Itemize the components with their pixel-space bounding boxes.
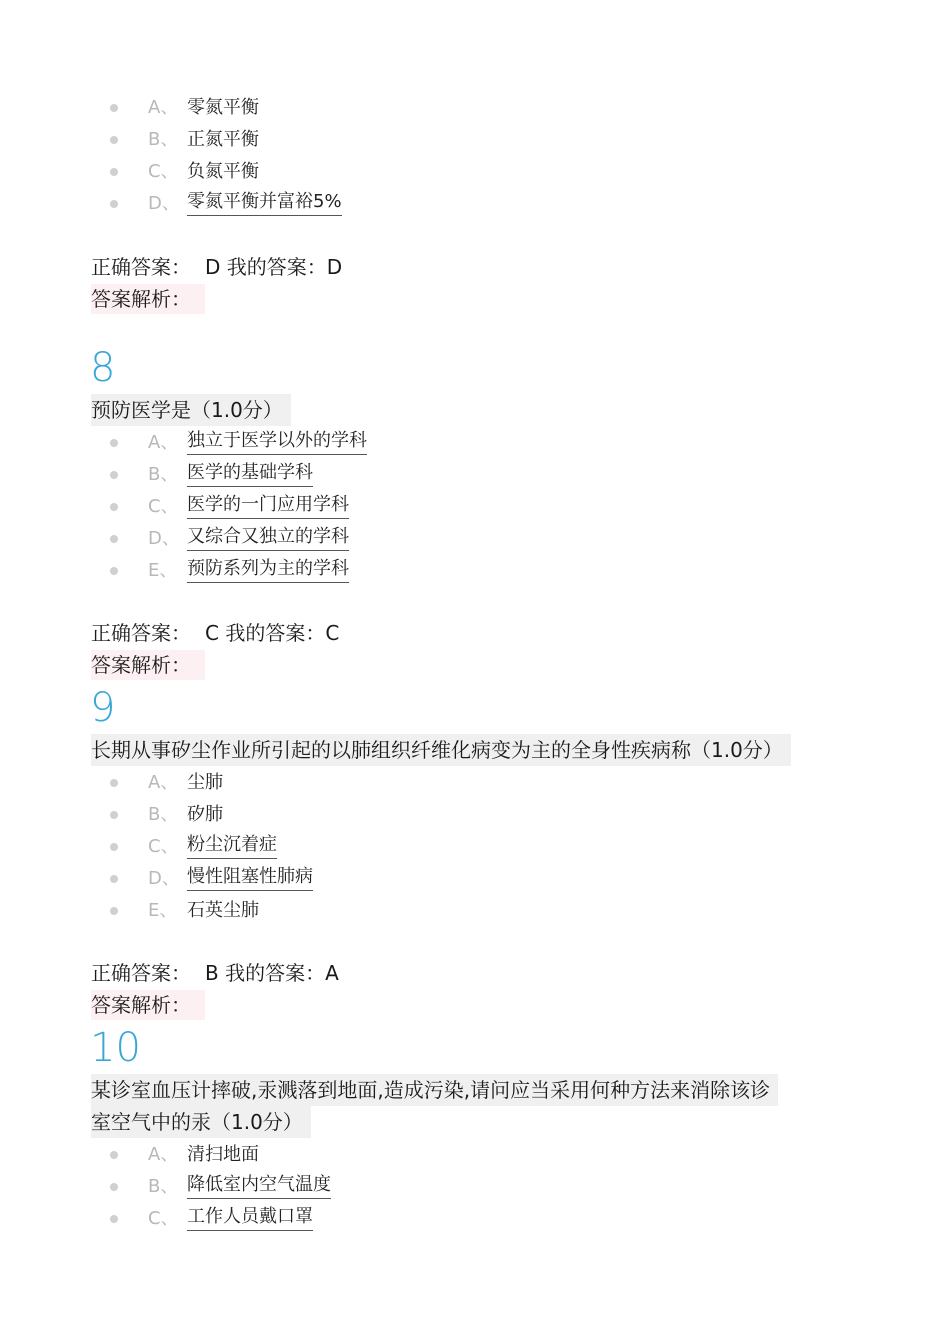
bullet-icon <box>110 843 118 851</box>
my-answer-value: A <box>325 961 339 985</box>
option-item <box>0 1171 950 1203</box>
q8-number: 8 <box>90 345 116 391</box>
option-letter <box>148 895 177 927</box>
option-text: 清扫地面 <box>187 1144 259 1165</box>
option-letter <box>148 1139 178 1171</box>
correct-answer-value: D <box>205 255 221 279</box>
option-text: 降低室内空气温度 <box>187 1172 331 1199</box>
option-item <box>0 799 950 831</box>
option-text: 慢性阻塞性肺病 <box>187 864 313 891</box>
option-letter-value: D <box>148 528 162 549</box>
bullet-icon <box>110 1183 118 1191</box>
bullet-icon <box>110 1215 118 1223</box>
option-letter-value: A <box>148 772 161 793</box>
option-letter <box>148 156 179 188</box>
option-item <box>0 92 950 124</box>
option-letter <box>148 188 180 220</box>
option-separator: 、 <box>159 900 178 921</box>
option-letter <box>148 523 180 555</box>
q7-answer-line <box>91 253 342 281</box>
option-letter-value: D <box>148 868 162 889</box>
option-letter-value: E <box>148 560 160 581</box>
bullet-icon <box>110 439 118 447</box>
option-separator: 、 <box>161 868 180 889</box>
option-letter-value: A <box>148 97 161 118</box>
option-separator: 、 <box>160 1176 179 1197</box>
my-answer-value: C <box>325 621 340 645</box>
option-text: 零氮平衡 <box>187 97 259 118</box>
option-text: 医学的基础学科 <box>187 460 313 487</box>
option-separator: 、 <box>160 129 179 150</box>
option-separator: 、 <box>160 1208 179 1229</box>
option-letter-value: B <box>148 1176 161 1197</box>
option-letter <box>148 799 178 831</box>
my-answer-label: 我的答案： <box>225 961 326 985</box>
option-separator: 、 <box>160 161 179 182</box>
option-item <box>0 491 950 523</box>
option-item <box>0 1139 950 1171</box>
bullet-icon <box>110 779 118 787</box>
option-separator: 、 <box>160 804 179 825</box>
option-text: 预防系列为主的学科 <box>187 556 349 583</box>
bullet-icon <box>110 503 118 511</box>
bullet-icon <box>110 811 118 819</box>
option-item <box>0 555 950 587</box>
option-item <box>0 863 950 895</box>
option-letter-value: B <box>148 464 161 485</box>
option-separator: 、 <box>160 464 179 485</box>
bullet-icon <box>110 567 118 575</box>
option-text: 又综合又独立的学科 <box>187 524 349 551</box>
option-item <box>0 124 950 156</box>
option-separator: 、 <box>160 772 179 793</box>
q8-answer-line <box>91 619 339 647</box>
option-letter-value: C <box>148 161 161 182</box>
option-separator: 、 <box>161 193 180 214</box>
q7-explanation-label: 答案解析： <box>91 284 205 314</box>
option-text: 尘肺 <box>187 772 223 793</box>
option-letter-value: E <box>148 900 160 921</box>
q9-explanation-label: 答案解析： <box>91 990 205 1020</box>
option-text: 负氮平衡 <box>187 161 259 182</box>
bullet-icon <box>110 1151 118 1159</box>
q7-options <box>0 92 950 220</box>
correct-answer-label: 正确答案： <box>91 961 191 985</box>
bullet-icon <box>110 875 118 883</box>
correct-answer-value: C <box>205 621 219 645</box>
option-letter <box>148 491 179 523</box>
option-letter-value: A <box>148 1144 161 1165</box>
option-letter <box>148 555 177 587</box>
option-letter-value: D <box>148 193 162 214</box>
option-separator: 、 <box>160 1144 179 1165</box>
option-separator: 、 <box>161 528 180 549</box>
option-text: 零氮平衡并富裕5% <box>187 189 342 216</box>
option-letter <box>148 767 178 799</box>
option-text: 石英尘肺 <box>187 900 259 921</box>
option-item <box>0 427 950 459</box>
option-item <box>0 895 950 927</box>
option-text: 独立于医学以外的学科 <box>187 428 367 455</box>
correct-answer-value: B <box>205 961 219 985</box>
bullet-icon <box>110 907 118 915</box>
q9-answer-line <box>91 959 339 987</box>
q9-options <box>0 767 950 927</box>
my-answer-label: 我的答案： <box>225 621 326 645</box>
bullet-icon <box>110 104 118 112</box>
option-text: 粉尘沉着症 <box>187 832 277 859</box>
option-letter <box>148 427 178 459</box>
option-letter-value: B <box>148 804 161 825</box>
option-item <box>0 459 950 491</box>
option-item <box>0 1203 950 1235</box>
option-separator: 、 <box>159 560 178 581</box>
bullet-icon <box>110 471 118 479</box>
option-letter <box>148 831 179 863</box>
option-separator: 、 <box>160 97 179 118</box>
q10-options <box>0 1139 950 1235</box>
option-item <box>0 188 950 220</box>
option-letter <box>148 124 178 156</box>
bullet-icon <box>110 200 118 208</box>
option-text: 医学的一门应用学科 <box>187 492 349 519</box>
option-text: 矽肺 <box>187 804 223 825</box>
q10-question-line-1: 某诊室血压计摔破,汞溅落到地面,造成污染,请问应当采用何种方法来消除该诊 <box>91 1074 778 1106</box>
option-item <box>0 831 950 863</box>
bullet-icon <box>110 136 118 144</box>
correct-answer-label: 正确答案： <box>91 621 191 645</box>
option-letter-value: B <box>148 129 161 150</box>
option-text: 工作人员戴口罩 <box>187 1204 313 1231</box>
option-letter <box>148 863 180 895</box>
option-item <box>0 767 950 799</box>
option-letter <box>148 459 178 491</box>
bullet-icon <box>110 168 118 176</box>
q9-question: 长期从事矽尘作业所引起的以肺组织纤维化病变为主的全身性疾病称（1.0分） <box>91 734 791 766</box>
option-text: 正氮平衡 <box>187 129 259 150</box>
option-letter <box>148 92 178 124</box>
q10-number: 10 <box>90 1025 141 1071</box>
option-letter <box>148 1203 179 1235</box>
q8-question: 预防医学是（1.0分） <box>91 394 291 426</box>
q9-number: 9 <box>90 685 116 731</box>
option-letter <box>148 1171 178 1203</box>
option-item <box>0 523 950 555</box>
option-letter-value: A <box>148 432 161 453</box>
q10-question-line-2: 室空气中的汞（1.0分） <box>91 1106 311 1138</box>
correct-answer-label: 正确答案： <box>91 255 191 279</box>
option-letter-value: C <box>148 1208 161 1229</box>
q8-options <box>0 427 950 587</box>
option-separator: 、 <box>160 496 179 517</box>
bullet-icon <box>110 535 118 543</box>
my-answer-label: 我的答案： <box>226 255 327 279</box>
option-letter-value: C <box>148 496 161 517</box>
my-answer-value: D <box>326 255 343 279</box>
option-separator: 、 <box>160 432 179 453</box>
option-item <box>0 156 950 188</box>
option-letter-value: C <box>148 836 161 857</box>
option-separator: 、 <box>160 836 179 857</box>
q8-explanation-label: 答案解析： <box>91 650 205 680</box>
